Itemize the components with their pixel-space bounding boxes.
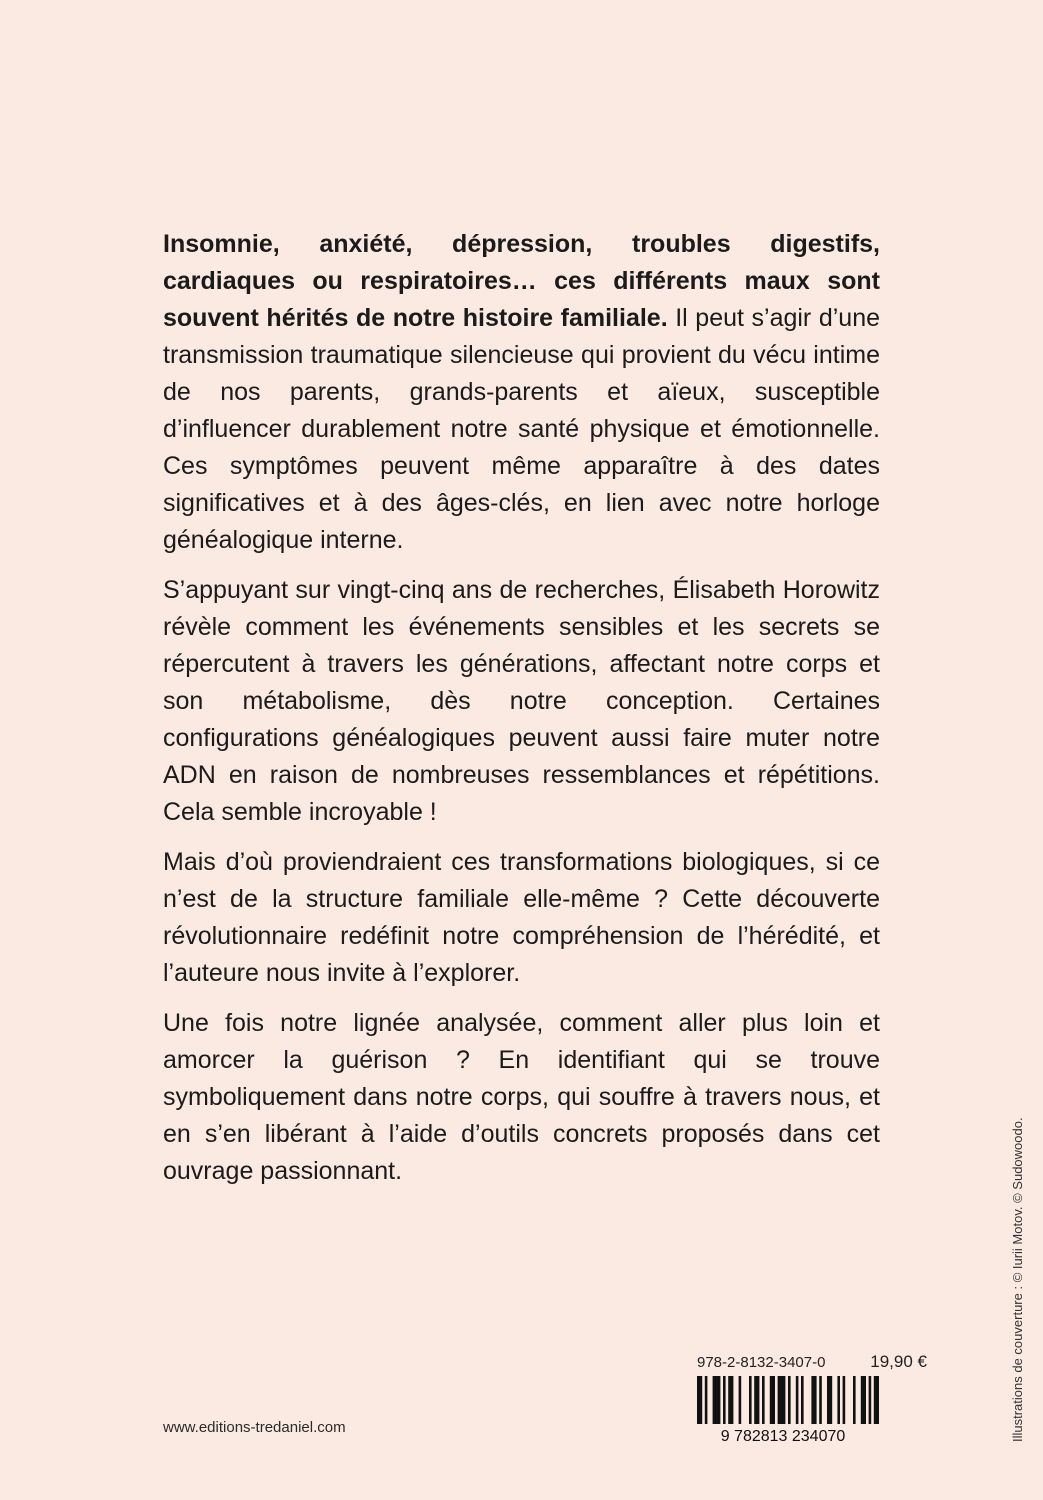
isbn-price-line — [697, 1352, 927, 1372]
barcode-bar — [874, 1376, 879, 1424]
barcode-bar — [762, 1376, 765, 1424]
barcode-bar — [754, 1376, 759, 1424]
barcode-bar — [827, 1376, 832, 1424]
blurb-paragraph-1-rest: Il peut s’agir d’une transmission traumatique silencieuse qui provient du vécu intime de nos parents, grands-parents et aïeux, susceptible d’influencer durablement notre santé physique et émotionnelle. Ces symptômes peuvent même apparaître à des dates significatives et à des âges-clés, en lien avec notre horloge généalogique interne. — [163, 304, 881, 554]
barcode-bar — [819, 1376, 822, 1424]
barcode-bar — [697, 1376, 702, 1424]
back-cover-blurb — [163, 226, 880, 1203]
barcode-bar — [853, 1376, 856, 1424]
blurb-paragraph-3: Mais d’où proviendraient ces transformations biologiques, si ce n’est de la structure familiale elle-même ? Cette découverte révolutionnaire redéfinit notre compréhension de l’hérédité, et l’auteure nous invite à l’explorer. — [163, 848, 880, 987]
barcode-bar — [770, 1376, 775, 1424]
barcode-bar — [843, 1376, 846, 1424]
blurb-lead-bold: Insomnie, anxiété, dépression, troubles digestifs, cardiaques ou respiratoires… ces différents maux sont souvent hérités de notre histoire familiale. — [163, 230, 880, 332]
barcode-digits: 9 782813 234070 — [720, 1428, 846, 1444]
barcode-bar — [739, 1376, 742, 1424]
barcode-bar — [705, 1376, 708, 1424]
blurb-paragraph-1 — [163, 226, 880, 559]
isbn-number: 978-2-8132-3407-0 — [697, 1354, 826, 1371]
barcode-bar — [728, 1376, 733, 1424]
blurb-paragraph-4: Une fois notre lignée analysée, comment aller plus loin et amorcer la guérison ? En identifiant qui se trouve symboliquement dans notre corps, qui souffre à travers nous, et en s’en libérant à l’aide d’outils concrets proposés dans cet ouvrage passionnant. — [163, 1009, 880, 1185]
publisher-website[interactable]: www.editions-tredaniel.com — [163, 1419, 346, 1436]
price: 19,90 € — [870, 1352, 927, 1371]
barcode-bar — [713, 1376, 721, 1424]
barcode-bar — [801, 1376, 804, 1424]
barcode-bar — [723, 1376, 726, 1424]
cover-credits: Illustrations de couverture : © Iurii Motov. © Sudowoodo. — [1010, 1117, 1025, 1442]
blurb-paragraph-2: S’appuyant sur vingt-cinq ans de recherches, Élisabeth Horowitz révèle comment les événements sensibles et les secrets se répercutent à travers les générations, affectant notre corps et son métabolisme, dès notre conception. Certaines configurations généalogiques peuvent aussi faire muter notre ADN en raison de nombreuses ressemblances et répétitions. Cela semble incroyable ! — [163, 576, 880, 826]
barcode-graphic — [683, 1374, 883, 1444]
barcode-bar — [749, 1376, 752, 1424]
barcode-bar — [788, 1376, 791, 1424]
barcode — [683, 1374, 883, 1444]
barcode-bar — [861, 1376, 866, 1424]
barcode-bar — [796, 1376, 799, 1424]
barcode-bar — [837, 1376, 840, 1424]
barcode-bar — [778, 1376, 786, 1424]
barcode-bar — [811, 1376, 816, 1424]
barcode-bar — [869, 1376, 872, 1424]
